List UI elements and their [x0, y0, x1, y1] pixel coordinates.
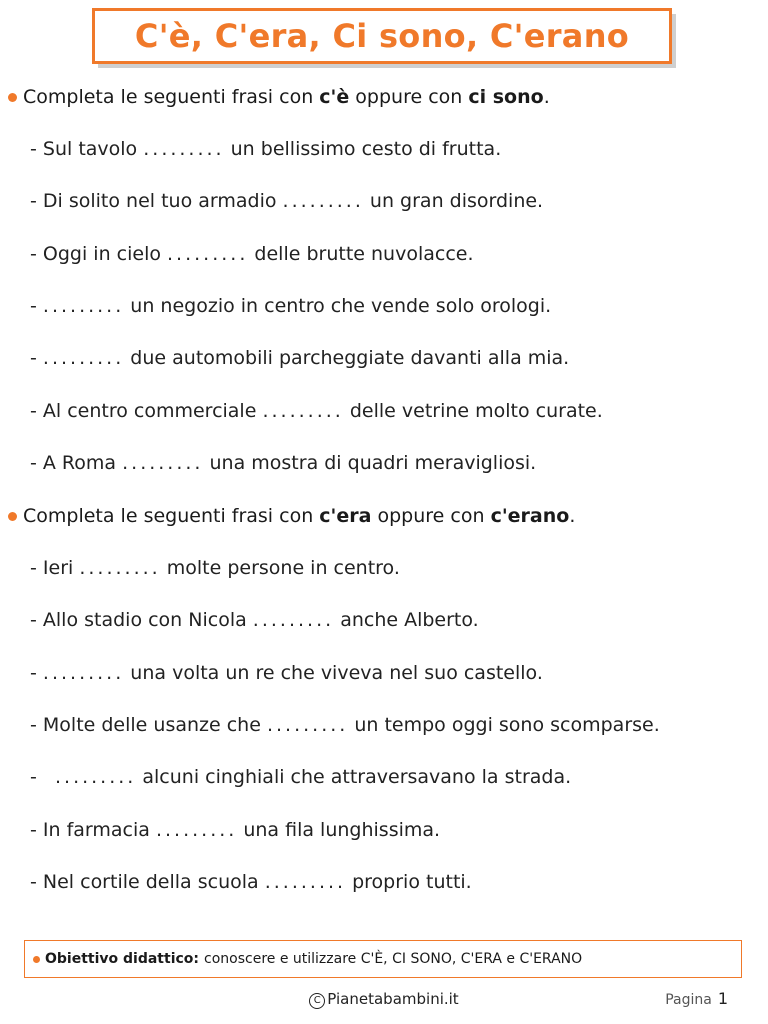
- bullet-icon: [33, 956, 40, 963]
- blank-dots: .........: [167, 242, 249, 265]
- instruction-word-b: ci sono: [468, 86, 544, 108]
- title-box: [92, 8, 672, 64]
- exercise-line: [30, 243, 474, 265]
- page-title: C'è, C'era, Ci sono, C'erano: [134, 17, 630, 55]
- line-text-after: delle brutte nuvolacce.: [248, 242, 474, 265]
- blank-dots: .........: [155, 818, 238, 841]
- instruction-word-a: c'è: [319, 86, 350, 108]
- exercise-line: [30, 452, 536, 474]
- blank-dots: .........: [266, 713, 349, 736]
- line-text-after: una volta un re che viveva nel suo castello.: [124, 661, 543, 684]
- exercise-line: [30, 295, 551, 317]
- exercise-line: [30, 766, 571, 788]
- section2-instruction: [8, 505, 575, 527]
- blank-dots: .........: [54, 766, 137, 789]
- line-text-before: -: [30, 766, 55, 789]
- line-text-before: -: [30, 347, 43, 370]
- line-text-before: - Ieri: [30, 557, 80, 579]
- line-text-after: un tempo oggi sono scomparse.: [348, 713, 660, 736]
- blank-dots: .........: [42, 661, 125, 684]
- instruction-suffix: .: [543, 86, 550, 108]
- instruction-prefix: Completa le seguenti frasi con: [23, 505, 320, 527]
- instruction-word-b: c'erano: [490, 505, 570, 527]
- blank-dots: .........: [264, 870, 347, 893]
- exercise-line: [30, 819, 440, 841]
- bullet-icon: [8, 93, 17, 102]
- footer-site-name: Pianetabambini.it: [327, 990, 459, 1008]
- exercise-line: [30, 400, 603, 422]
- blank-dots: .........: [122, 451, 204, 474]
- line-text-before: - Al centro commerciale: [30, 399, 263, 422]
- exercise-line: [30, 138, 501, 160]
- section1-instruction: [8, 86, 550, 108]
- instruction-prefix: Completa le seguenti frasi con: [23, 86, 320, 108]
- line-text-after: una fila lunghissima.: [237, 818, 441, 841]
- exercise-line: [30, 714, 660, 736]
- line-text-after: alcuni cinghiali che attraversavano la strada.: [136, 766, 572, 789]
- instruction-word-a: c'era: [319, 505, 372, 527]
- line-text-after: un gran disordine.: [363, 190, 544, 213]
- instruction-middle: oppure con: [371, 505, 491, 527]
- line-text-before: -: [30, 294, 43, 317]
- exercise-line: [30, 609, 479, 631]
- page-number: 1: [717, 989, 728, 1008]
- objective-label: Obiettivo didattico:: [45, 951, 200, 967]
- line-text-before: - Nel cortile della scuola: [30, 870, 265, 893]
- footer-site: [0, 990, 768, 1009]
- line-text-after: delle vetrine molto curate.: [343, 399, 603, 422]
- line-text-after: molte persone in centro.: [160, 557, 400, 579]
- line-text-before: - In farmacia: [30, 818, 156, 841]
- page-indicator: [665, 989, 728, 1008]
- blank-dots: .........: [42, 294, 125, 317]
- line-text-before: - Sul tavolo: [30, 138, 144, 160]
- exercise-line: [30, 190, 543, 212]
- page-label: Pagina: [665, 992, 712, 1008]
- line-text-before: - Molte delle usanze che: [30, 713, 267, 736]
- instruction-middle: oppure con: [349, 86, 469, 108]
- instruction-text: [23, 505, 575, 527]
- line-text-before: - Allo stadio con Nicola: [30, 609, 253, 632]
- objective-text: conoscere e utilizzare C'È, CI SONO, C'ERA e C'ERANO: [204, 951, 583, 967]
- blank-dots: .........: [252, 609, 335, 632]
- exercise-line: [30, 871, 472, 893]
- exercise-line: [30, 557, 400, 579]
- line-text-after: due automobili parcheggiate davanti alla mia.: [124, 347, 570, 370]
- line-text-after: anche Alberto.: [334, 609, 479, 632]
- objective-box: [24, 940, 742, 978]
- title-banner: [92, 8, 678, 70]
- line-text-before: -: [30, 661, 43, 684]
- blank-dots: .........: [42, 347, 125, 370]
- exercise-line: [30, 347, 569, 369]
- line-text-after: un negozio in centro che vende solo orologi.: [124, 294, 552, 317]
- line-text-after: una mostra di quadri meravigliosi.: [203, 451, 537, 474]
- bullet-icon: [8, 512, 17, 521]
- blank-dots: .........: [262, 399, 344, 422]
- line-text-before: - A Roma: [30, 451, 123, 474]
- instruction-text: [23, 86, 550, 108]
- line-text-before: - Oggi in cielo: [30, 242, 168, 265]
- exercise-line: [30, 662, 543, 684]
- instruction-suffix: .: [569, 505, 576, 527]
- line-text-before: - Di solito nel tuo armadio: [30, 190, 283, 213]
- copyright-icon: C: [309, 993, 325, 1009]
- line-text-after: proprio tutti.: [346, 870, 472, 893]
- blank-dots: .........: [79, 557, 161, 579]
- line-text-after: un bellissimo cesto di frutta.: [224, 138, 502, 160]
- blank-dots: .........: [143, 138, 225, 160]
- blank-dots: .........: [282, 190, 364, 213]
